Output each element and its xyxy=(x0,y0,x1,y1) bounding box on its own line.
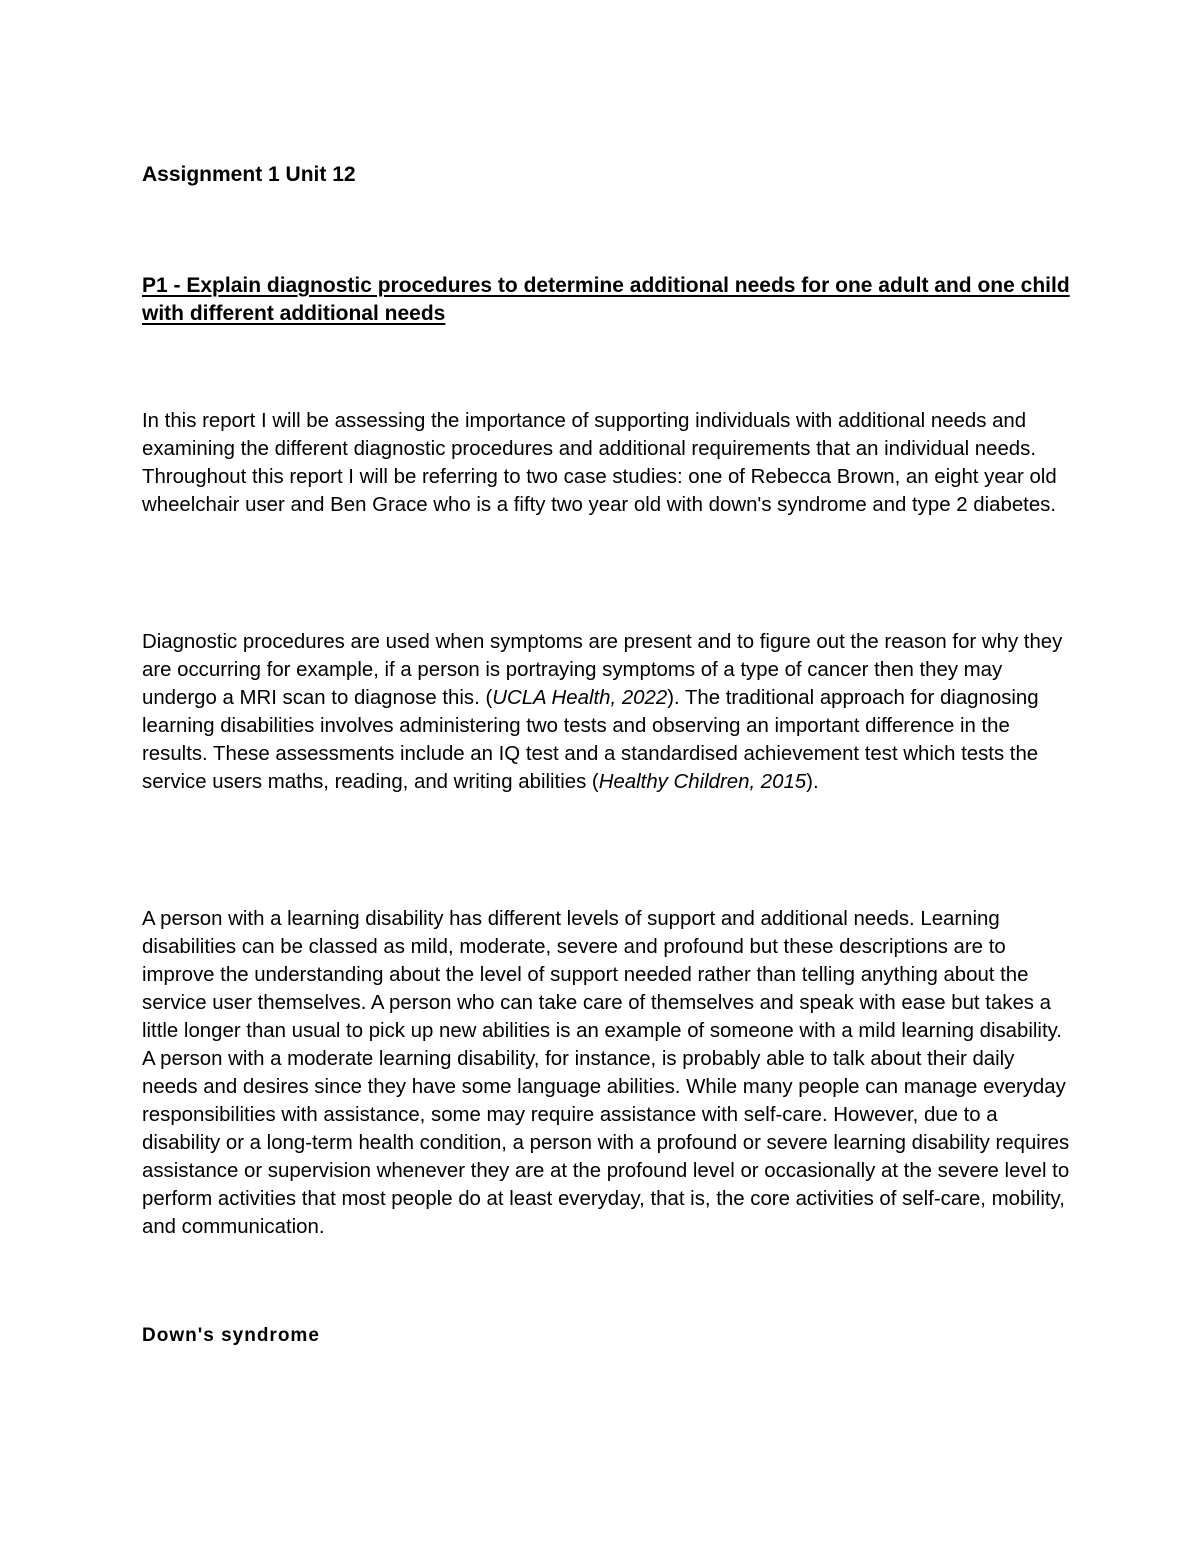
learning-disability-paragraph: A person with a learning disability has different levels of support and additional needs. Learning disabilities can be classed as mild, moderate, severe and profound but these descriptions are to improve the understanding about the level of support needed rather than telling anything about the service user themselves. A person who can take care of themselves and speak with ease but takes a little longer than usual to pick up new abilities is an example of someone with a mild learning disability. A person with a moderate learning disability, for instance, is probably able to talk about their daily needs and desires since they have some language abilities. While many people can manage everyday responsibilities with assistance, some may require assistance with self-care. However, due to a disability or a long-term health condition, a person with a profound or severe learning disability requires assistance or supervision whenever they are at the profound level or occasionally at the severe level to perform activities that most people do at least everyday, that is, the core activities of self-care, mobility, and communication. xyxy=(142,908,1070,1238)
diagnostic-text-part-2: ). The traditional approach for diagnosing learning disabilities involves administering two tests and observing an important difference in the results. These assessments include an IQ test and a standardised achievement test which tests the service users maths, reading, and writing abilities ( xyxy=(142,687,1039,793)
citation-ucla-health: UCLA Health, 2022 xyxy=(492,687,668,709)
intro-paragraph: In this report I will be assessing the importance of supporting individuals with additional needs and examining the different diagnostic procedures and additional requirements that an individual needs. Throughout this report I will be referring to two case studies: one of Rebecca Brown, an eight year old wheelchair user and Ben Grace who is a fifty two year old with down's syndrome and type 2 diabetes. xyxy=(142,410,1057,516)
diagnostic-text-part-3: ). xyxy=(806,771,819,793)
section-heading-p1: P1 - Explain diagnostic procedures to determine additional needs for one adult and one child with different additional needs xyxy=(142,274,1070,325)
document-title: Assignment 1 Unit 12 xyxy=(142,163,356,186)
citation-healthy-children: Healthy Children, 2015 xyxy=(598,771,807,793)
downs-syndrome-heading: Down's syndrome xyxy=(142,1325,320,1346)
diagnostic-procedures-paragraph xyxy=(142,628,1072,796)
diagnostic-text-part-1: Diagnostic procedures are used when symptoms are present and to figure out the reason for why they are occurring for example, if a person is portraying symptoms of a type of cancer then they may undergo a MRI scan to diagnose this. ( xyxy=(142,631,1063,709)
